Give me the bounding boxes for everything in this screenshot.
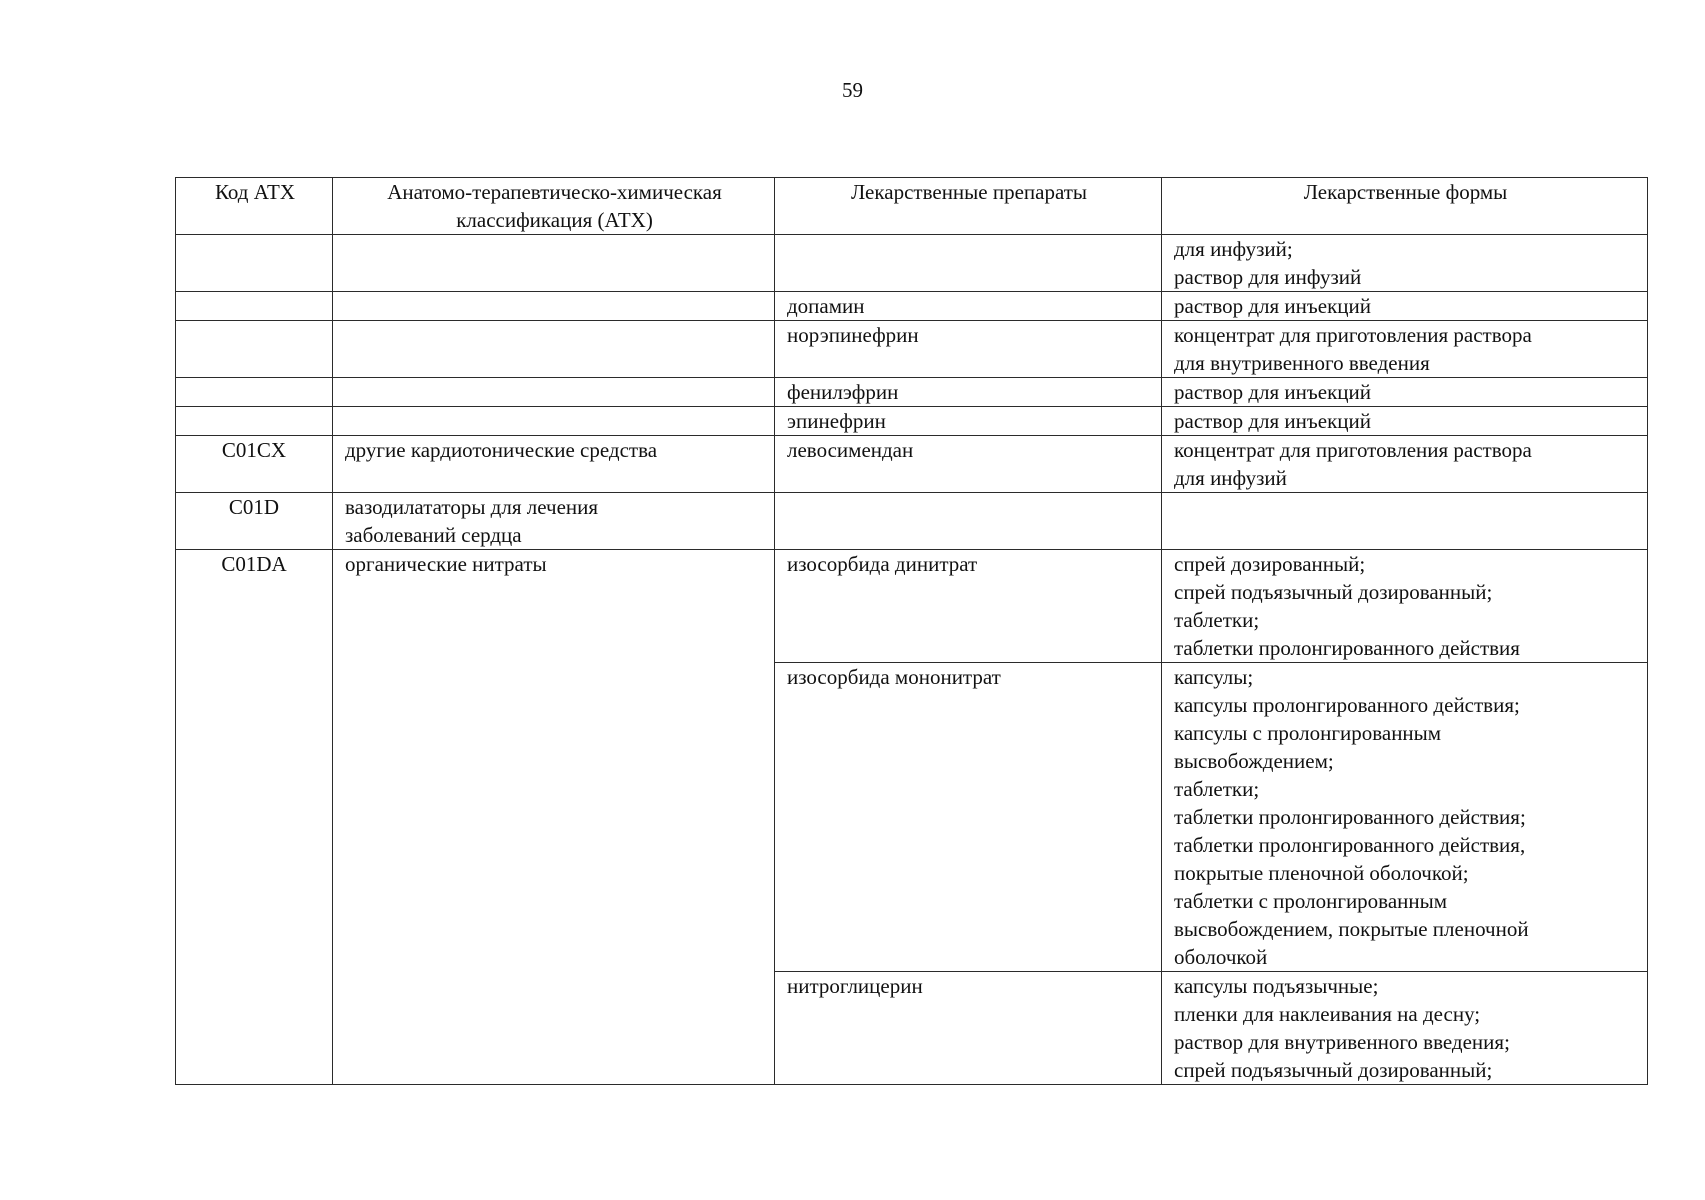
drug-cell: допамин [775, 292, 1162, 321]
page-number: 59 [842, 78, 863, 102]
forms-cell [1162, 493, 1648, 550]
forms-cell: раствор для инъекций [1162, 292, 1648, 321]
code-cell [176, 292, 333, 321]
code-cell: C01DA [176, 550, 333, 1085]
forms-cell: для инфузий; раствор для инфузий [1162, 235, 1648, 292]
drug-cell [775, 493, 1162, 550]
classification-cell [333, 321, 775, 378]
forms-cell: капсулы подъязычные; пленки для наклеивания на десну; раствор для внутривенного введения; спрей подъязычный дозированный; [1162, 972, 1648, 1085]
forms-cell: раствор для инъекций [1162, 407, 1648, 436]
drug-cell: левосимендан [775, 436, 1162, 493]
table-row [176, 493, 1648, 550]
forms-cell: концентрат для приготовления раствора для инфузий [1162, 436, 1648, 493]
forms-cell: раствор для инъекций [1162, 378, 1648, 407]
table-row [176, 550, 1648, 663]
classification-cell [333, 378, 775, 407]
drug-cell: изосорбида динитрат [775, 550, 1162, 663]
table-row [176, 436, 1648, 493]
drug-cell: нитроглицерин [775, 972, 1162, 1085]
code-cell [176, 407, 333, 436]
header-forms: Лекарственные формы [1162, 178, 1648, 235]
drug-cell: фенилэфрин [775, 378, 1162, 407]
code-cell: C01D [176, 493, 333, 550]
table-row [176, 235, 1648, 292]
table-row [176, 378, 1648, 407]
drug-cell: норэпинефрин [775, 321, 1162, 378]
code-cell [176, 378, 333, 407]
table-row [176, 321, 1648, 378]
classification-cell [333, 407, 775, 436]
forms-cell: спрей дозированный; спрей подъязычный дозированный; таблетки; таблетки пролонгированного действия [1162, 550, 1648, 663]
header-code: Код АТХ [176, 178, 333, 235]
forms-cell: концентрат для приготовления раствора для внутривенного введения [1162, 321, 1648, 378]
classification-cell [333, 235, 775, 292]
code-cell: C01CX [176, 436, 333, 493]
table-row [176, 407, 1648, 436]
header-drugs: Лекарственные препараты [775, 178, 1162, 235]
table-header-row [176, 178, 1648, 235]
drug-cell: эпинефрин [775, 407, 1162, 436]
drug-cell: изосорбида мононитрат [775, 663, 1162, 972]
header-classification: Анатомо-терапевтическо-химическая классификация (АТХ) [333, 178, 775, 235]
classification-cell: другие кардиотонические средства [333, 436, 775, 493]
classification-cell: органические нитраты [333, 550, 775, 1085]
forms-cell: капсулы; капсулы пролонгированного действия; капсулы с пролонгированным высвобождением; таблетки; таблетки пролонгированного действия; таблетки пролонгированного действия, покрытые пленочной оболочкой; таблетки с пролонгированным высвобождением, покрытые пленочной оболочкой [1162, 663, 1648, 972]
drug-cell [775, 235, 1162, 292]
code-cell [176, 235, 333, 292]
atx-table [175, 177, 1648, 1085]
classification-cell: вазодилататоры для лечения заболеваний сердца [333, 493, 775, 550]
code-cell [176, 321, 333, 378]
table-row [176, 292, 1648, 321]
classification-cell [333, 292, 775, 321]
